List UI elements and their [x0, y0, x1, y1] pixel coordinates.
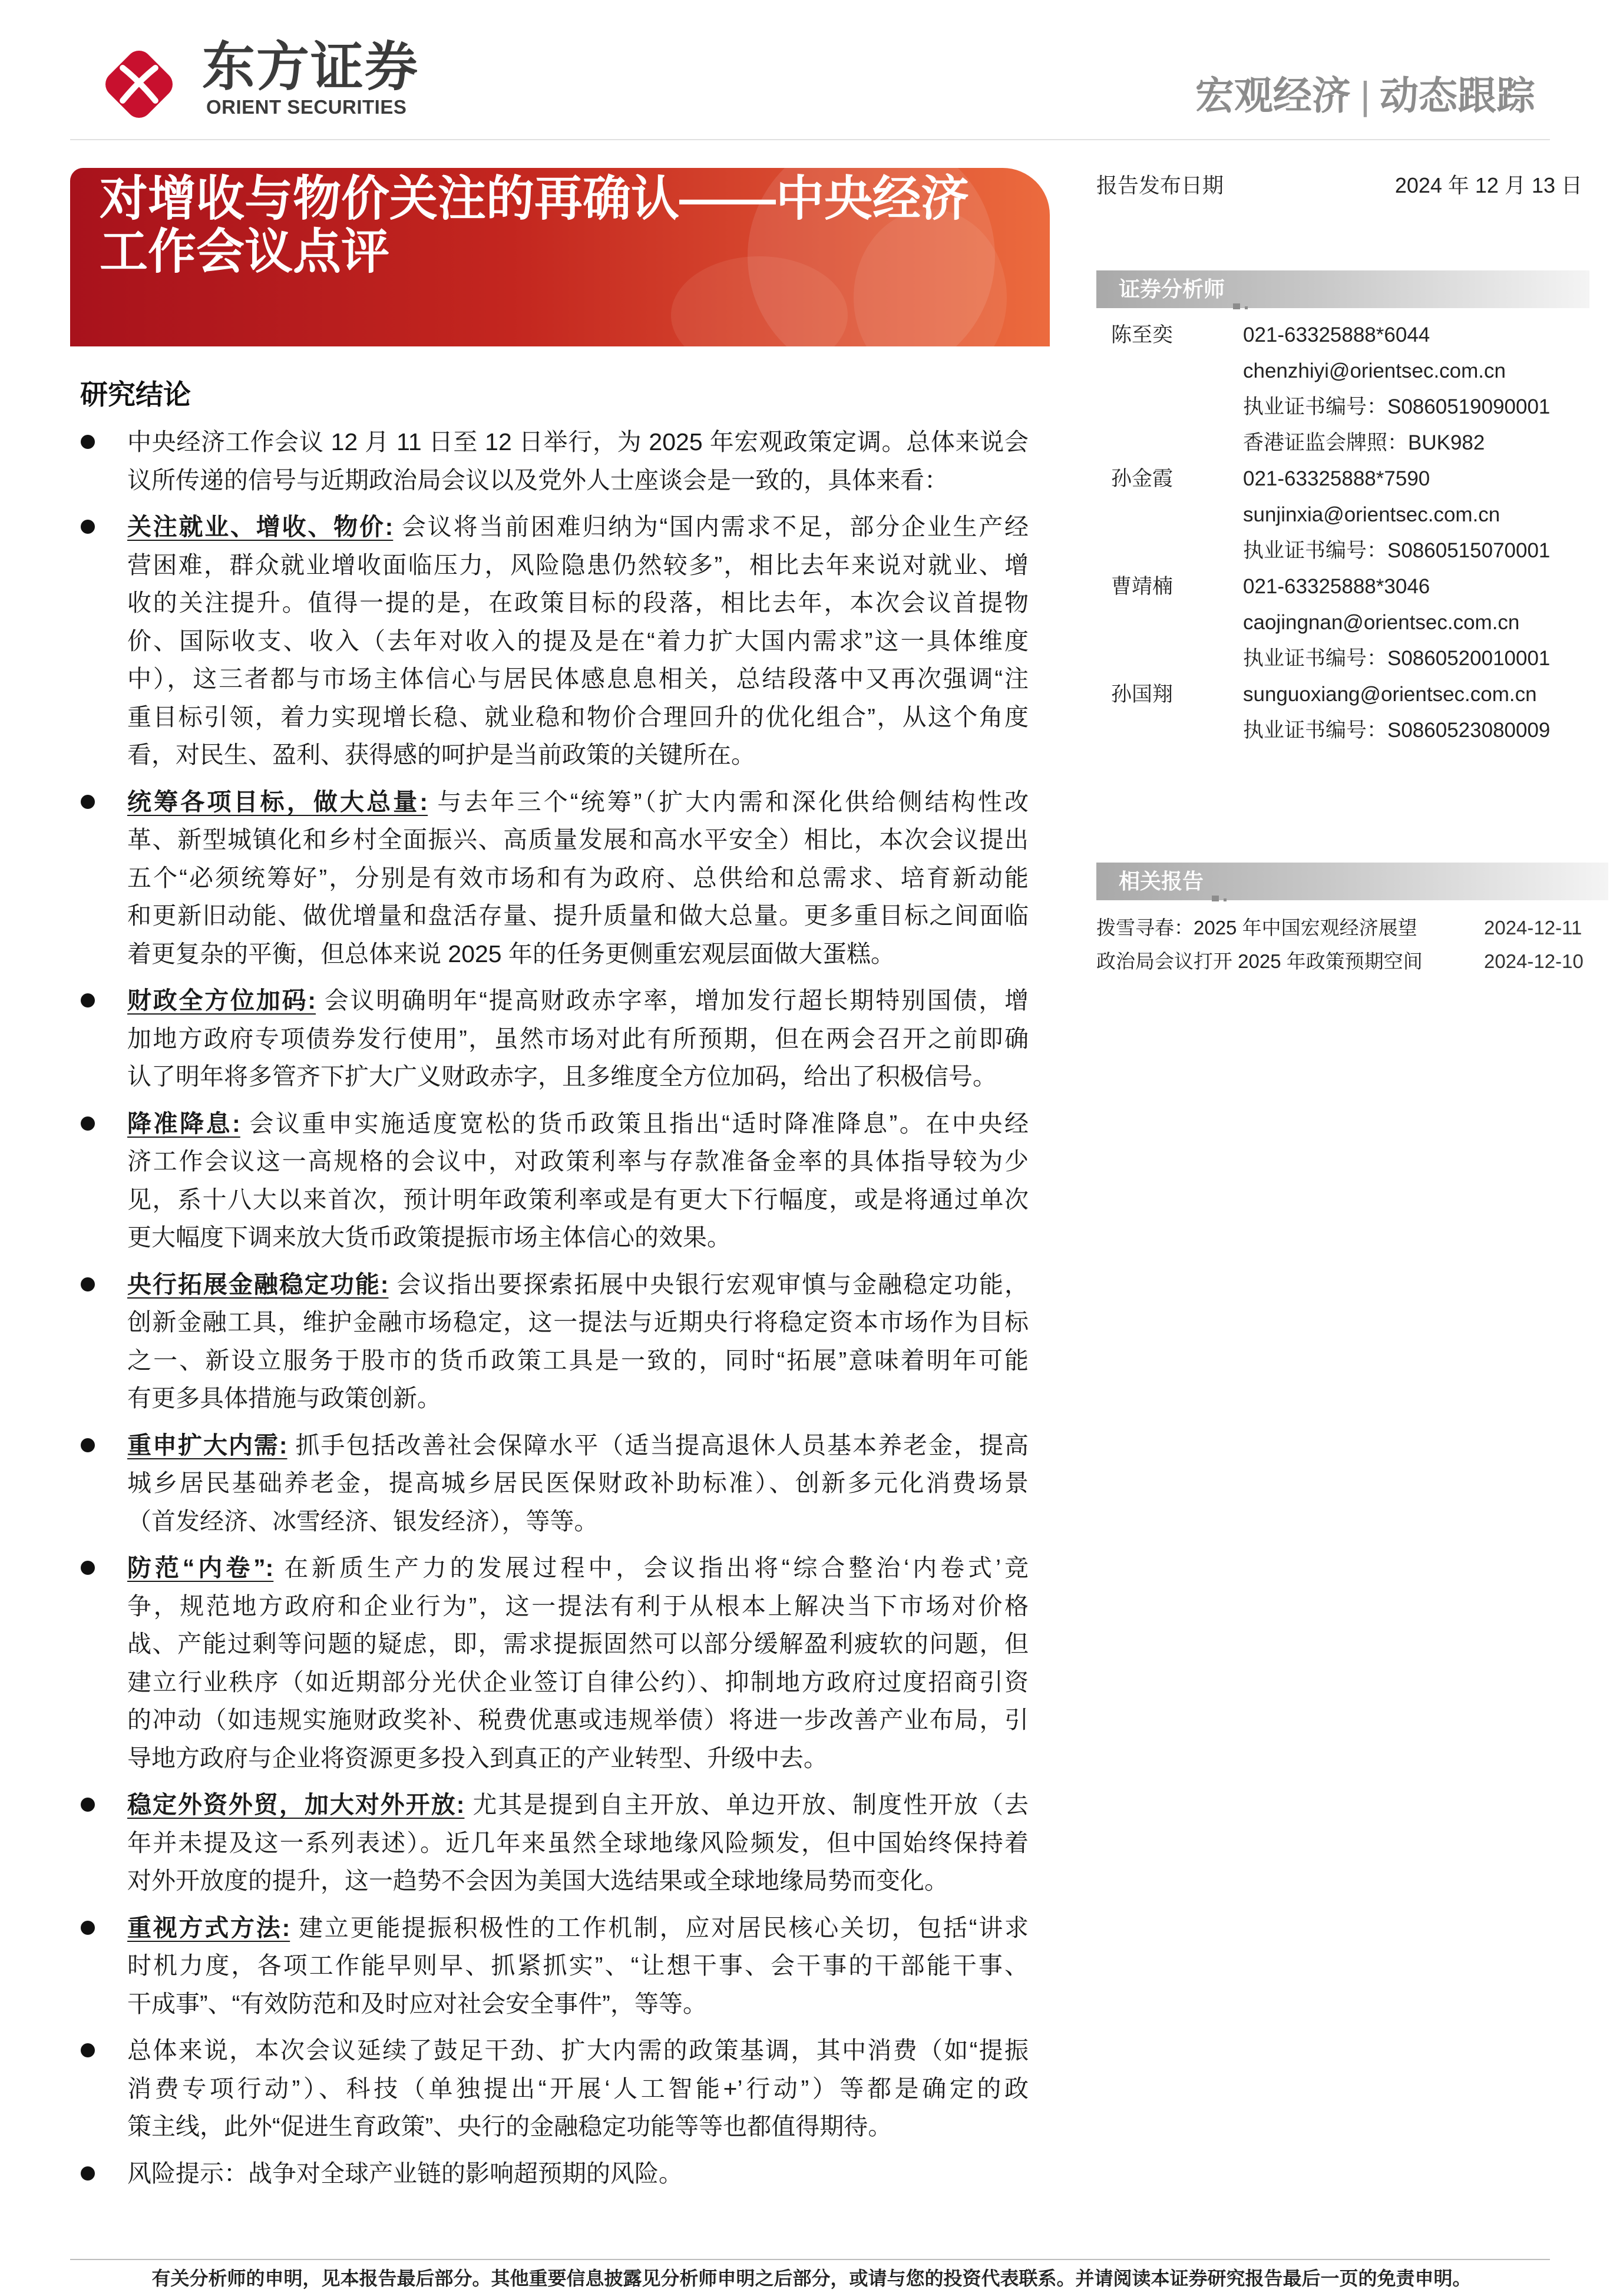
conclusion-paragraph [127, 2031, 1029, 2146]
paragraph-line: 总体来说，本次会议延续了鼓足干劲、扩大内需的政策基调，其中消费（如“提振 [127, 2037, 1029, 2064]
paragraph-line: 策主线，此外“促进生育政策”、央行的金融稳定功能等等也都值得期待。 [127, 2113, 893, 2140]
paragraph-line: 之一、新设立服务于股市的货币政策工具是一致的，同时“拓展”意味着明年可能 [127, 1346, 1029, 1374]
paragraph-line: 五个“必须统筹好”，分别是有效市场和有为政府、总供给和总需求、培育新动能 [127, 864, 1029, 891]
bullet-dot-icon [81, 2043, 95, 2057]
paragraph-text: 会议指出要探索拓展中央银行宏观审慎与金融稳定功能， [395, 1270, 1029, 1298]
analyst-contact-line: 021-63325888*6044 [1243, 323, 1430, 346]
bullet-dot-icon [81, 435, 95, 449]
paragraph-line: 见，系十八大以来首次，预计明年政策利率或是有更大下行幅度，或是将通过单次 [127, 1185, 1029, 1213]
conclusion-body [127, 423, 1029, 2201]
paragraph-line: 看，对民生、盈利、获得感的呵护是当前政策的关键所在。 [127, 741, 755, 768]
related-reports-list [1096, 911, 1608, 978]
title-banner [70, 168, 1050, 346]
paragraph-line [127, 1549, 1029, 1587]
orient-securities-logo-icon [95, 41, 183, 127]
brand-name-en: ORIENT SECURITIES [206, 96, 407, 118]
paragraph-text: 会议明确明年“提高财政赤字率，增加发行超长期特别国债，增 [323, 987, 1029, 1014]
paragraph-label: 统筹各项目标，做大总量: [127, 788, 428, 815]
paragraph-text: 会议将当前困难归纳为“国内需求不足，部分企业生产经 [400, 513, 1029, 540]
paragraph-label: 重申扩大内需: [127, 1431, 287, 1459]
paragraph-line: 营困难，群众就业增收面临压力，风险隐患仍然较多”，相比去年来说对就业、增 [127, 551, 1029, 579]
bullet-dot-icon [81, 1277, 95, 1291]
paragraph-line: 价、国际收支、收入（去年对收入的提及是在“着力扩大国内需求”这一具体维度 [127, 627, 1029, 655]
report-title [100, 173, 969, 279]
paragraph-line: 对外开放度的提升，这一趋势不会因为美国大选结果或全球地缘局势而变化。 [127, 1867, 948, 1894]
report-title-line: 工作会议点评 [100, 225, 390, 279]
paragraph-line [127, 508, 1029, 546]
conclusion-paragraph [127, 1549, 1029, 1777]
paragraph-line: 议所传递的信号与近期政治局会议以及党外人士座谈会是一致的，具体来看： [127, 466, 948, 494]
bullet-dot-icon [81, 993, 95, 1007]
analyst-contact-line: chenzhiyi@orientsec.com.cn [1243, 359, 1506, 382]
bullet-dot-icon [81, 2166, 95, 2181]
bullet-dot-icon [81, 1561, 95, 1575]
conclusion-paragraph [127, 2155, 1029, 2193]
analyst-contact-line: 021-63325888*3046 [1243, 575, 1430, 598]
analyst-contact [1243, 676, 1550, 748]
bullet-dot-icon [81, 1798, 95, 1812]
analyst-contact-line: 021-63325888*7590 [1243, 467, 1430, 490]
conclusion-paragraph [127, 1266, 1029, 1418]
paragraph-line: 收的关注提升。值得一提的是，在政策目标的段落，相比去年，本次会议首提物 [127, 589, 1029, 616]
bar-decoration-icon [1233, 272, 1252, 309]
paragraph-label: 央行拓展金融稳定功能: [127, 1270, 389, 1298]
related-reports-section-header [1096, 863, 1608, 900]
conclusion-paragraph [127, 1105, 1029, 1257]
paragraph-line: 年并未提及这一系列表述）。近几年来虽然全球地缘风险频发，但中国始终保持着 [127, 1829, 1029, 1856]
bullet-dot-icon [81, 520, 95, 534]
analyst-contact [1243, 569, 1550, 676]
paragraph-line: 有更多具体措施与政策创新。 [127, 1385, 441, 1412]
paragraph-line: 干成事”、“有效防范和及时应对社会安全事件”，等等。 [127, 1990, 707, 2017]
related-report-item [1096, 911, 1608, 944]
analyst-name: 孙国翔 [1111, 683, 1174, 706]
analyst-contact-line: 执业证书编号：S0860520010001 [1243, 647, 1551, 670]
header-divider [70, 139, 1550, 140]
paragraph-line: 中），这三者都与市场主体信心与居民体感息息相关，总结段落中又再次强调“注 [127, 665, 1029, 692]
paragraph-line: 加地方政府专项债券发行使用”，虽然市场对此有所预期，但在两会召开之前即确 [127, 1025, 1029, 1052]
paragraph-line [127, 982, 1029, 1020]
analyst-list [1111, 317, 1606, 748]
paragraph-line [127, 1105, 1029, 1143]
bullet-dot-icon [81, 1438, 95, 1452]
analyst-contact-line: caojingnan@orientsec.com.cn [1243, 611, 1520, 634]
conclusion-paragraph [127, 1786, 1029, 1900]
paragraph-line [127, 1786, 1029, 1824]
analyst-contact-line: 执业证书编号：S0860515070001 [1243, 539, 1551, 562]
paragraph-line: 更大幅度下调来放大货币政策提振市场主体信心的效果。 [127, 1224, 731, 1251]
bar-decoration-icon [1212, 864, 1231, 901]
analyst-name: 陈至奕 [1111, 323, 1174, 346]
analyst-contact [1243, 461, 1550, 569]
conclusion-paragraph [127, 508, 1029, 774]
related-report-title: 政治局会议打开 2025 年政策预期空间 [1096, 950, 1423, 972]
paragraph-text: 会议重申实施适度宽松的货币政策且指出“适时降准降息”。在中央经 [247, 1109, 1029, 1137]
conclusion-heading: 研究结论 [80, 379, 191, 410]
related-report-title: 拨雪寻春：2025 年中国宏观经济展望 [1096, 917, 1417, 939]
report-category [1195, 72, 1535, 119]
bullet-dot-icon [81, 795, 95, 809]
paragraph-line: 建立行业秩序（如近期部分光伏企业签订自律公约）、抑制地方政府过度招商引资 [127, 1668, 1029, 1696]
analyst-contact-line: 执业证书编号：S0860523080009 [1243, 719, 1551, 742]
paragraph-label: 防范“内卷”: [127, 1554, 274, 1581]
analyst-contact-line: 执业证书编号：S0860519090001 [1243, 395, 1551, 418]
footer-divider [70, 2259, 1550, 2260]
brand-name-cn: 东方证券 [202, 38, 419, 97]
paragraph-line: 的冲动（如违规实施财政奖补、税费优惠或违规举债）将进一步改善产业布局，引 [127, 1706, 1029, 1733]
analyst-contact [1243, 317, 1550, 461]
related-report-item [1096, 944, 1608, 978]
paragraph-label: 财政全方位加码: [127, 987, 316, 1014]
analyst-contact-line: 香港证监会牌照：BUK982 [1243, 431, 1485, 454]
paragraph-line [127, 1426, 1029, 1465]
report-title-line: 对增收与物价关注的再确认——中央经济 [100, 172, 970, 226]
paragraph-line: 时机力度，各项工作能早则早、抓紧抓实”、“让想干事、会干事的干部能干事、 [127, 1952, 1029, 1979]
paragraph-line: 风险提示：战争对全球产业链的影响超预期的风险。 [127, 2159, 683, 2187]
paragraph-line: 消费专项行动”）、科技（单独提出“开展‘人工智能+’行动”）等都是确定的政 [127, 2074, 1029, 2102]
paragraph-line [127, 1266, 1029, 1304]
paragraph-line: 城乡居民基础养老金，提高城乡居民医保财政补助标准）、创新多元化消费场景 [127, 1469, 1029, 1496]
paragraph-text: 抓手包括改善社会保障水平（适当提高退休人员基本养老金，提高 [294, 1431, 1029, 1459]
paragraph-line: 革、新型城镇化和乡村全面振兴、高质量发展和高水平安全）相比，本次会议提出 [127, 826, 1029, 853]
paragraph-label: 重视方式方法: [127, 1914, 290, 1941]
conclusion-paragraph [127, 1909, 1029, 2023]
conclusion-paragraph [127, 783, 1029, 973]
analyst-entry [1111, 317, 1606, 461]
paragraph-label: 降准降息: [127, 1109, 240, 1137]
related-heading: 相关报告 [1119, 869, 1204, 893]
analyst-contact-line: sunguoxiang@orientsec.com.cn [1243, 683, 1537, 706]
paragraph-text: 在新质生产力的发展过程中，会议指出将“综合整治‘内卷式’竞 [280, 1554, 1029, 1581]
paragraph-text: 建立更能提振积极性的工作机制，应对居民核心关切，包括“讲求 [297, 1914, 1029, 1941]
paragraph-label: 关注就业、增收、物价: [127, 513, 394, 540]
paragraph-line [127, 1909, 1029, 1947]
paragraph-label: 稳定外资外贸，加大对外开放: [127, 1791, 465, 1818]
publish-date-label: 报告发布日期 [1096, 173, 1224, 197]
paragraph-text: 尤其是提到自主开放、单边开放、制度性开放（去 [471, 1791, 1029, 1818]
paragraph-line [127, 783, 1029, 821]
analyst-entry [1111, 461, 1606, 569]
analysts-section-header [1096, 270, 1589, 308]
paragraph-line: 争，规范地方政府和企业行为”，这一提法有利于从根本上解决当下市场对价格 [127, 1592, 1029, 1620]
paragraph-line: 济工作会议这一高规格的会议中，对政策利率与存款准备金率的具体指导较为少 [127, 1148, 1029, 1175]
related-report-date: 2024-12-11 [1484, 917, 1582, 939]
paragraph-line: 和更新旧动能、做优增量和盘活存量、提升质量和做大总量。更多重目标之间面临 [127, 902, 1029, 929]
paragraph-line: 战、产能过剩等问题的疑虑，即，需求提振固然可以部分缓解盈利疲软的问题，但 [127, 1630, 1029, 1657]
paragraph-line: 导地方政府与企业将资源更多投入到真正的产业转型、升级中去。 [127, 1744, 828, 1772]
analyst-name: 孙金霞 [1111, 467, 1174, 490]
conclusion-paragraph [127, 423, 1029, 499]
paragraph-line: 认了明年将多管齐下扩大广义财政赤字，且多维度全方位加码，给出了积极信号。 [127, 1063, 997, 1090]
subcategory-label: 动态跟踪 [1380, 74, 1535, 117]
footer-disclaimer: 有关分析师的申明，见本报告最后部分。其他重要信息披露见分析师申明之后部分，或请与您的投资代表联系。并请阅读本证券研究报告最后一页的免责申明。 [151, 2268, 1472, 2289]
analyst-contact-line: sunjinxia@orientsec.com.cn [1243, 503, 1500, 526]
paragraph-line: 中央经济工作会议 12 月 11 日至 12 日举行，为 2025 年宏观政策定调。总体来说会 [127, 428, 1029, 455]
related-report-date: 2024-12-10 [1484, 950, 1584, 972]
analysts-heading: 证券分析师 [1119, 277, 1225, 301]
paragraph-line: 重目标引领，着力实现增长稳、就业稳和物价合理回升的优化组合”，从这个角度 [127, 703, 1029, 731]
analyst-entry [1111, 569, 1606, 676]
paragraph-text: 与去年三个“统筹”（扩大内需和深化供给侧结构性改 [435, 788, 1029, 815]
paragraph-line: 创新金融工具，维护金融市场稳定，这一提法与近期央行将稳定资本市场作为目标 [127, 1309, 1029, 1336]
category-separator: | [1360, 74, 1370, 117]
conclusion-paragraph [127, 982, 1029, 1096]
bullet-dot-icon [81, 1116, 95, 1131]
analyst-name: 曹靖楠 [1111, 575, 1174, 598]
category-label: 宏观经济 [1195, 74, 1351, 117]
publish-date-value: 2024 年 12 月 13 日 [1394, 173, 1582, 197]
bullet-dot-icon [81, 1921, 95, 1935]
paragraph-line: 着更复杂的平衡，但总体来说 2025 年的任务更侧重宏观层面做大蛋糕。 [127, 940, 895, 967]
analyst-entry [1111, 676, 1606, 748]
paragraph-line: （首发经济、冰雪经济、银发经济），等等。 [127, 1507, 599, 1535]
conclusion-paragraph [127, 1426, 1029, 1541]
